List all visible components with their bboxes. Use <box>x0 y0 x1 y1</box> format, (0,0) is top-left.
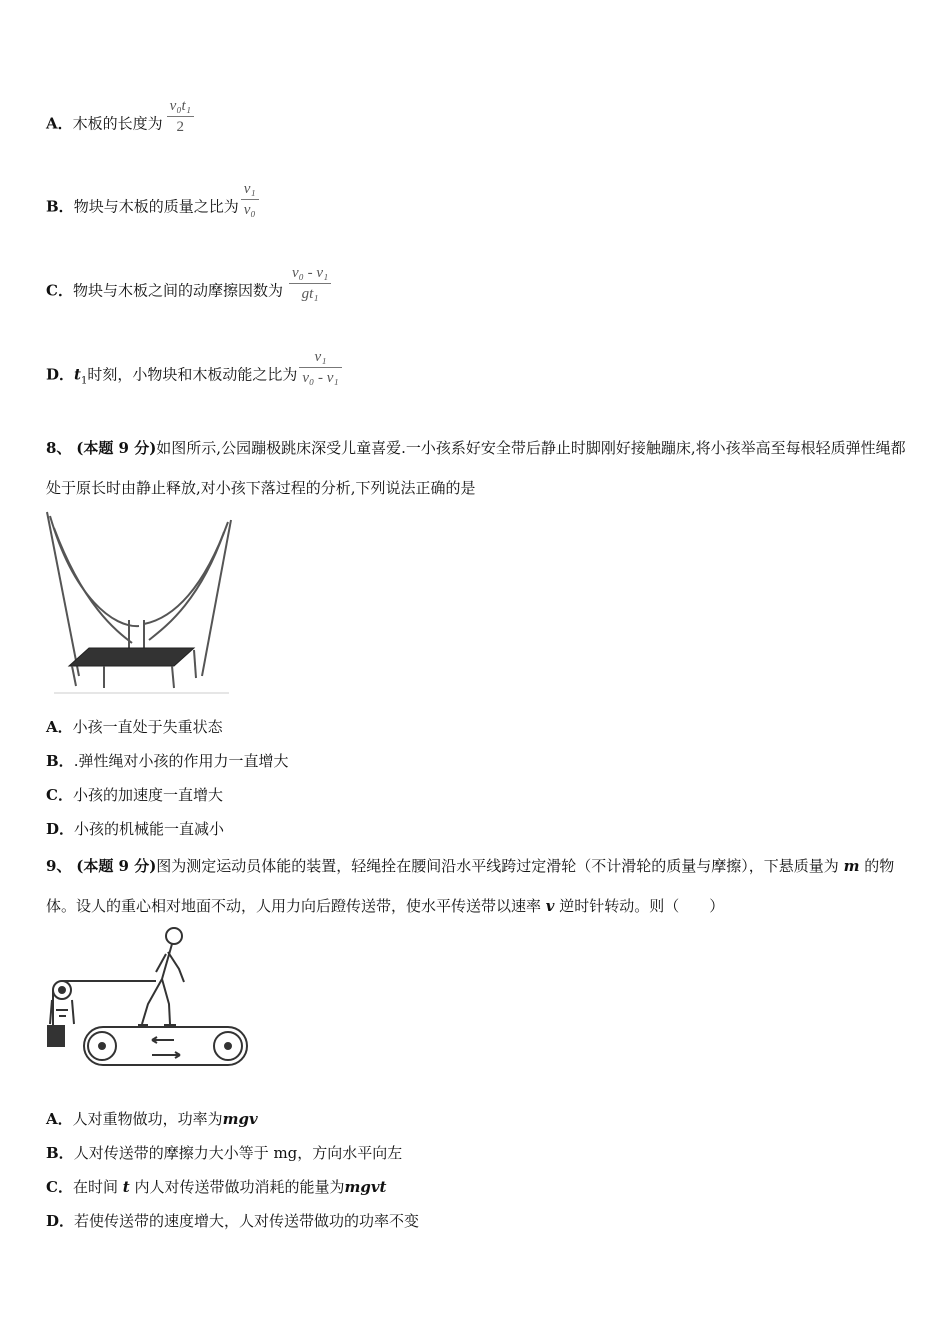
time-subscript: 1 <box>80 375 88 387</box>
fraction-denominator: v₀ <box>243 202 256 218</box>
option-text: 若使传送带的速度增大，人对传送带做功的功率不变 <box>74 1212 420 1230</box>
fraction-bar <box>241 199 259 200</box>
option-text: 人对重物做功，功率为 <box>72 1110 223 1128</box>
option-label: B． <box>46 1144 74 1162</box>
fraction-denominator: gt₁ <box>301 286 319 302</box>
q7-option-a <box>46 98 194 144</box>
q8-option-d <box>46 819 224 839</box>
fraction <box>167 97 194 136</box>
fraction-denominator: v₀ - v₁ <box>302 370 339 386</box>
q7-option-b <box>46 181 259 227</box>
fraction-numerator: v₀ - v₁ <box>291 265 329 281</box>
question-text: 图为测定运动员体能的装置，轻绳拴在腰间沿水平线跨过定滑轮（不计滑轮的质量与摩擦），下悬质量为 <box>156 857 839 875</box>
option-label: D． <box>46 365 75 384</box>
option-text: 木板的长度为 <box>72 114 163 133</box>
question-score: (本题 9 分) <box>76 439 157 457</box>
q9-option-a <box>46 1109 258 1129</box>
question-number: 8、 <box>46 439 72 457</box>
option-label: A． <box>46 718 73 736</box>
option-label: C． <box>46 786 73 804</box>
treadmill-pulley-figure <box>44 924 254 1074</box>
question-text: 逆时针转动。则（ ） <box>559 897 725 915</box>
option-label: D． <box>46 820 75 838</box>
fraction <box>289 264 331 303</box>
q9-option-c <box>46 1177 387 1197</box>
option-label: A． <box>46 1110 73 1128</box>
option-label: B． <box>46 197 74 216</box>
option-text: 小孩的加速度一直增大 <box>72 786 223 804</box>
fraction-numerator: v₁ <box>314 349 327 365</box>
fraction-bar <box>289 283 331 284</box>
question-score: (本题 9 分) <box>76 857 157 875</box>
q8-option-c <box>46 785 223 805</box>
option-text: .弹性绳对小孩的作用力一直增大 <box>73 752 289 770</box>
option-text: 小孩的机械能一直减小 <box>74 820 225 838</box>
q8-option-a <box>46 717 223 737</box>
variable-m: m <box>843 857 860 875</box>
option-text: 小孩一直处于失重状态 <box>72 718 223 736</box>
question-text: 如图所示,公园蹦极跳床深受儿童喜爱.一小孩系好安全带后静止时脚刚好接触蹦床,将小孩举高至每根轻质弹性绳都处于原长时由静止释放,对小孩下落过程的分析,下列说法正确的是 <box>46 439 906 497</box>
question-text: 的物体。设人的重心相对地面不动，人用力向后蹬传送带，使水平传送带以速率 <box>46 857 895 915</box>
fraction-bar <box>167 116 194 117</box>
option-label: A． <box>46 114 73 133</box>
option-label: B． <box>46 752 74 770</box>
option-text: 物块与木板的质量之比为 <box>73 197 239 216</box>
variable-v: v <box>545 897 555 915</box>
q9-option-b <box>46 1143 402 1163</box>
fraction <box>241 180 259 219</box>
fraction-numerator: v₁ <box>243 181 256 197</box>
option-text: 物块与木板之间的动摩擦因数为 <box>72 281 283 300</box>
option-text: 内人对传送带做功消耗的能量为 <box>134 1178 345 1196</box>
q7-option-c <box>46 265 331 311</box>
q9-stem <box>46 846 916 926</box>
q8-stem <box>46 428 916 508</box>
fraction-numerator: v₀t₁ <box>169 98 191 114</box>
option-text: 在时间 <box>72 1178 118 1196</box>
option-variable: mgv <box>222 1110 258 1128</box>
option-text: 人对传送带的摩擦力大小等于 mg，方向水平向左 <box>73 1144 403 1162</box>
q9-option-d <box>46 1211 419 1231</box>
option-text: 时刻，小物块和木板动能之比为 <box>87 365 298 384</box>
fraction-bar <box>299 367 341 368</box>
option-label: D． <box>46 1212 75 1230</box>
variable-t: t <box>122 1178 130 1196</box>
option-label: C． <box>46 281 73 300</box>
time-symbol: t <box>74 365 81 384</box>
bungee-trampoline-figure <box>44 508 239 700</box>
option-label: C． <box>46 1178 73 1196</box>
option-variable: mgvt <box>344 1178 387 1196</box>
fraction <box>299 348 341 387</box>
question-number: 9、 <box>46 857 72 875</box>
q7-option-d <box>46 349 342 395</box>
fraction-denominator: 2 <box>176 119 185 135</box>
q8-option-b <box>46 751 288 771</box>
